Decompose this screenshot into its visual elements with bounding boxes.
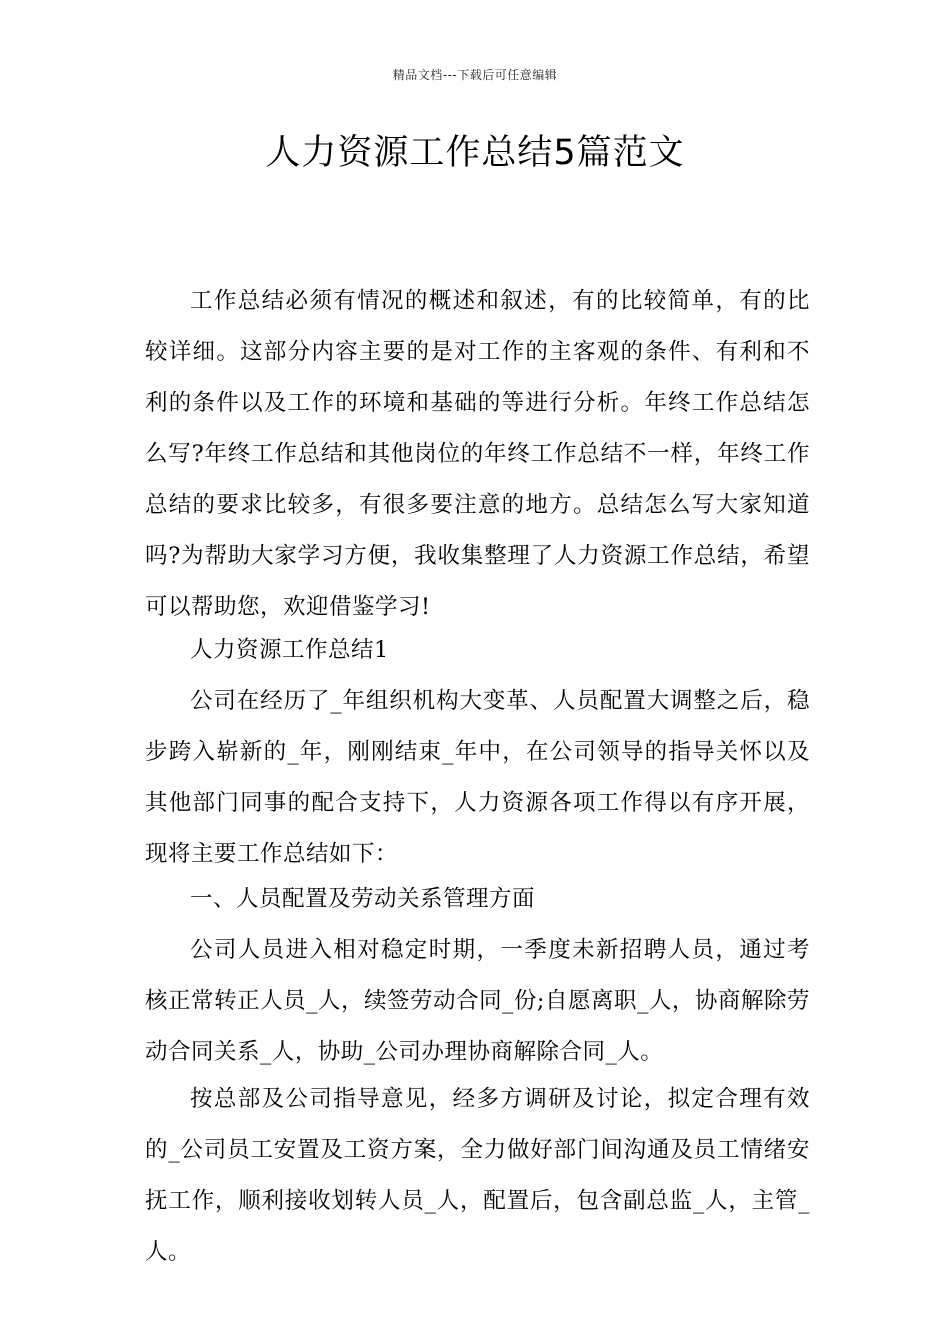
- paragraph-2: 公司人员进入相对稳定时期，一季度未新招聘人员，通过考核正常转正人员_人，续签劳动合同_份;自愿离职_人，协商解除劳动合同关系_人，协助_公司办理协商解除合同_人。: [145, 937, 810, 1065]
- document-title: 人力资源工作总结5篇范文: [265, 133, 685, 173]
- paragraph-3-block: [145, 1074, 810, 1278]
- section-heading-block: [145, 625, 810, 676]
- paragraph-3: 按总部及公司指导意见，经多方调研及讨论，拟定合理有效的_公司员工安置及工资方案，全力做好部门间沟通及员工情绪安抚工作，顺利接收划转人员_人，配置后，包含副总监_人，主管_人。: [145, 1086, 810, 1265]
- intro-block: [145, 276, 810, 633]
- header-note: 精品文档---下载后可任意编辑: [392, 68, 558, 82]
- sub-heading: 一、人员配置及劳动关系管理方面: [190, 886, 536, 912]
- paragraph-1: 公司在经历了_年组织机构大变革、人员配置大调整之后，稳步跨入崭新的_年，刚刚结束_年中，在公司领导的指导关怀以及其他部门同事的配合支持下，人力资源各项工作得以有序开展，现将主要工作总结如下：: [145, 688, 810, 867]
- section-heading: 人力资源工作总结1: [190, 637, 389, 663]
- paragraph-2-block: [145, 925, 810, 1078]
- intro-paragraph: 工作总结必须有情况的概述和叙述，有的比较简单，有的比较详细。这部分内容主要的是对工作的主客观的条件、有利和不利的条件以及工作的环境和基础的等进行分析。年终工作总结怎么写?年终工作总结和其他岗位的年终工作总结不一样，年终工作总结的要求比较多，有很多要注意的地方。总结怎么写大家知道吗?为帮助大家学习方便，我收集整理了人力资源工作总结，希望可以帮助您，欢迎借鉴学习!: [145, 288, 810, 620]
- sub-heading-block: [145, 874, 810, 925]
- paragraph-1-block: [145, 676, 810, 880]
